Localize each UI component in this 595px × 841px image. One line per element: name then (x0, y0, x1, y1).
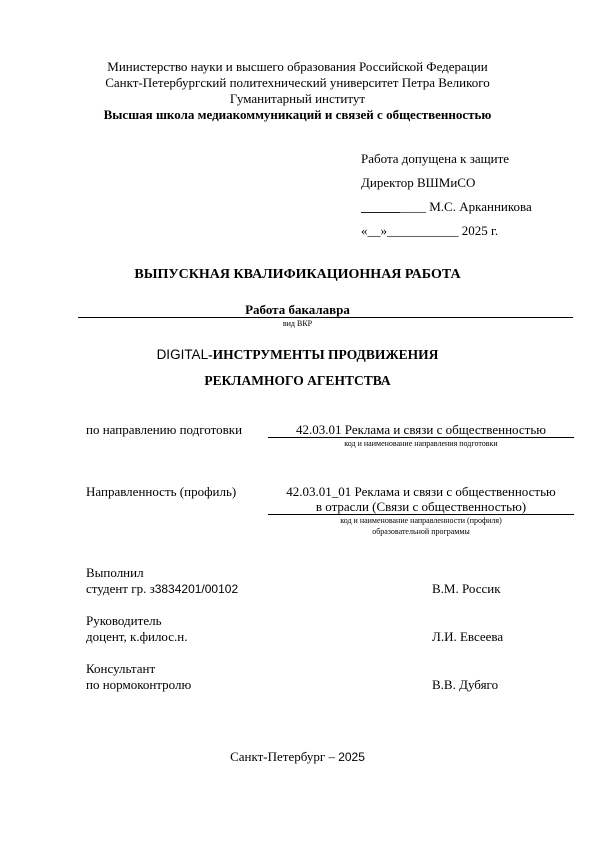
direction-value: 42.03.01 Реклама и связи с общественностью (296, 422, 546, 437)
director-name: М.С. Арканникова (429, 199, 532, 214)
university-line: Санкт-Петербургский политехнический университет Петра Великого (105, 75, 490, 90)
city: Санкт-Петербург – (230, 749, 339, 764)
topic-line-2: РЕКЛАМНОГО АГЕНТСТВА (204, 373, 391, 388)
performer-label-1: Выполнил (86, 565, 144, 580)
topic-rest: -ИНСТРУМЕНТЫ ПРОДВИЖЕНИЯ (208, 347, 439, 362)
consultant-name: В.В. Дубяго (432, 677, 499, 692)
year: 2025 (338, 750, 365, 764)
profile-value-2: в отрасли (Связи с общественностью) (315, 499, 527, 514)
consultant-label-1: Консультант (86, 661, 156, 676)
approval-signature-line (361, 199, 532, 215)
direction-underline (268, 437, 574, 438)
performer-label-2 (86, 581, 238, 597)
performer-group-number: 3834201/00102 (154, 582, 239, 596)
profile-caption-2: образовательной программы (372, 527, 470, 536)
supervisor-name: Л.И. Евсеева (432, 629, 504, 644)
approval-admitted: Работа допущена к защите (361, 151, 510, 166)
work-type-caption: вид ВКР (282, 319, 313, 328)
ministry-line: Министерство науки и высшего образования Российской Федерации (107, 59, 488, 74)
institute-line: Гуманитарный институт (229, 91, 366, 106)
work-type: Работа бакалавра (245, 302, 350, 317)
supervisor-label-2: доцент, к.филос.н. (86, 629, 188, 644)
city-year (0, 749, 595, 765)
direction-caption: код и наименование направления подготовки (344, 439, 498, 448)
work-type-underline (78, 317, 573, 318)
performer-name: В.М. Россик (432, 581, 501, 596)
topic-line-1 (0, 346, 595, 364)
profile-underline (268, 514, 574, 515)
profile-value-1: 42.03.01_01 Реклама и связи с общественностью (286, 484, 556, 499)
document-title: ВЫПУСКНАЯ КВАЛИФИКАЦИОННАЯ РАБОТА (134, 267, 461, 282)
profile-caption-1: код и наименование направленности (профиля) (340, 516, 502, 525)
profile-label: Направленность (профиль) (86, 484, 237, 499)
signature-blank-2: ____ (400, 199, 426, 214)
school-line: Высшая школа медиакоммуникаций и связей с общественностью (103, 107, 492, 122)
approval-director: Директор ВШМиСО (361, 175, 476, 190)
direction-label: по направлению подготовки (86, 422, 243, 437)
supervisor-label-1: Руководитель (86, 613, 162, 628)
consultant-label-2: по нормоконтролю (86, 677, 192, 692)
approval-date-line: «__»___________ 2025 г. (361, 223, 499, 238)
performer-group-prefix: студент гр. з (86, 581, 155, 596)
signature-blank: ______ (361, 199, 400, 214)
topic-digital: DIGITAL (156, 347, 209, 362)
